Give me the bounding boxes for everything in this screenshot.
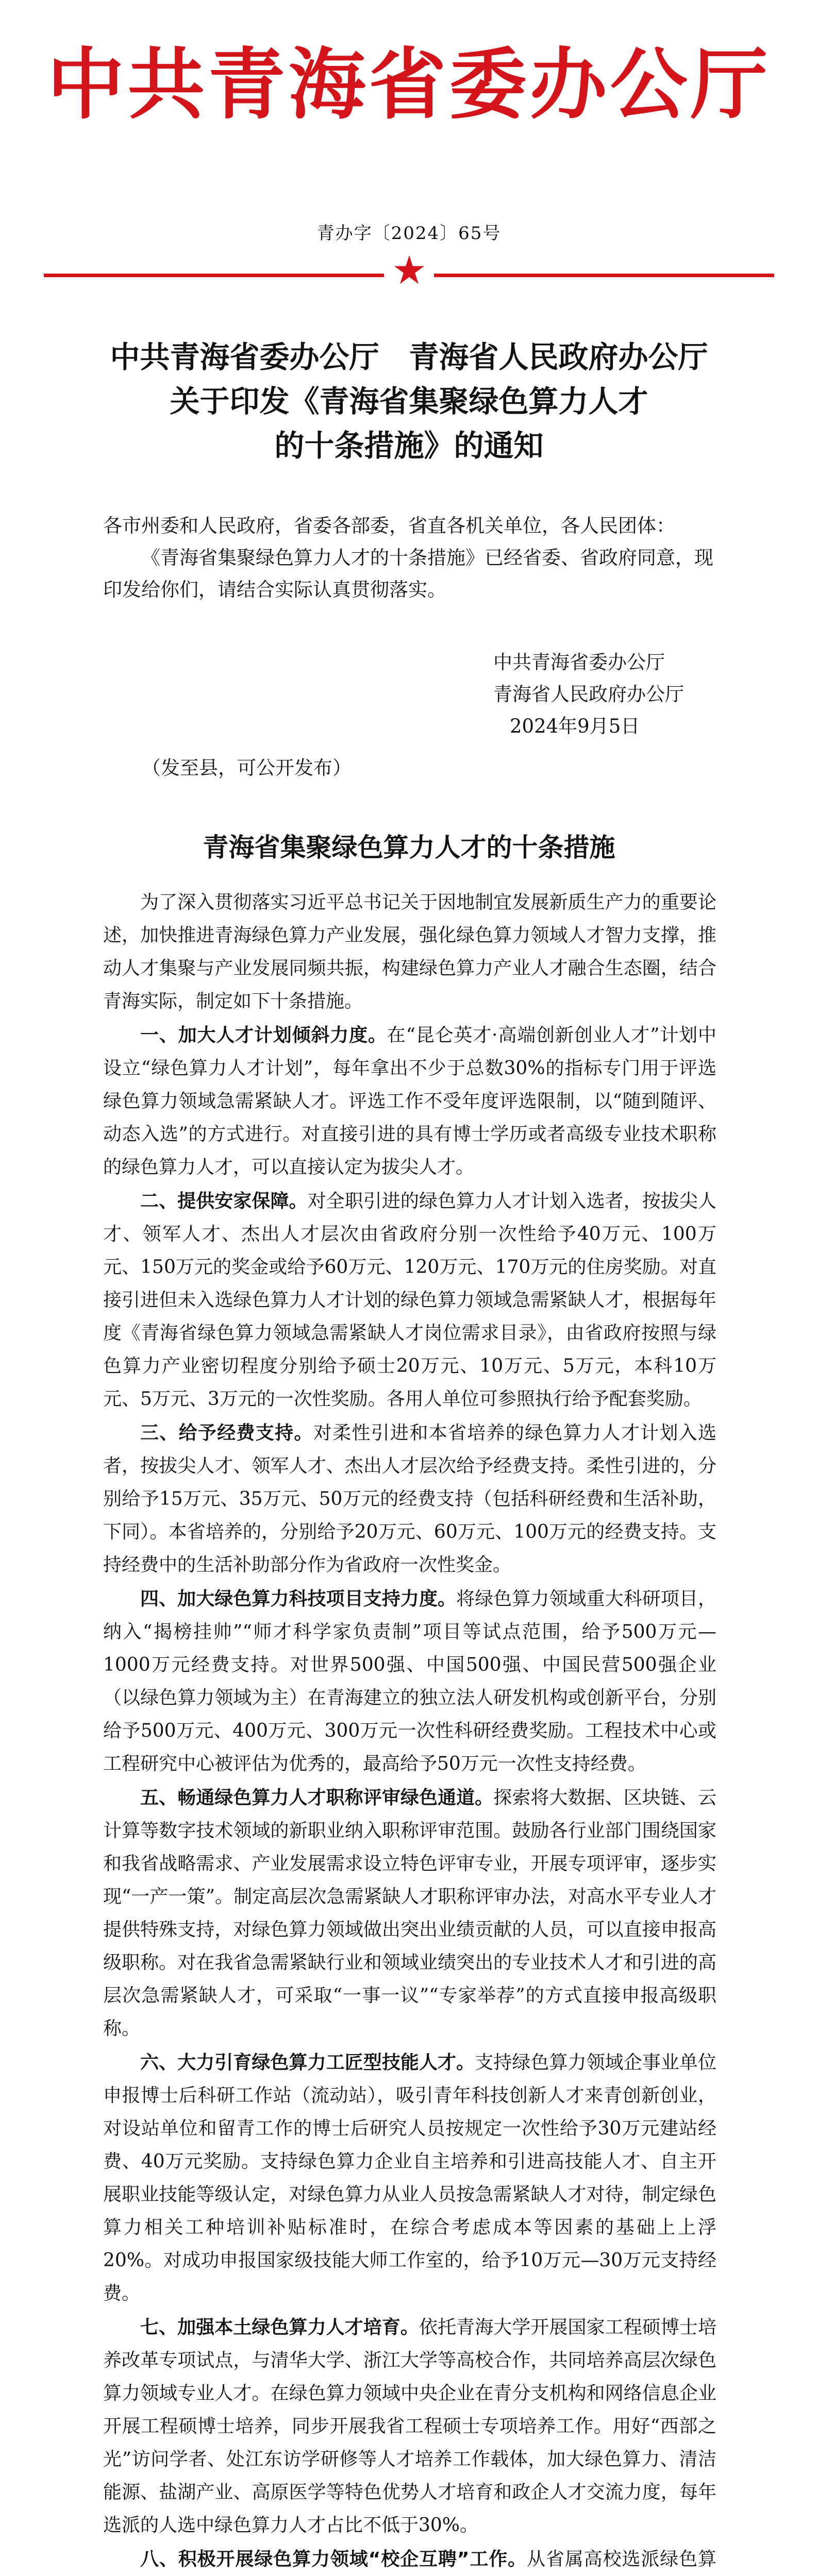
measure-paragraph — [103, 1185, 716, 1416]
measure-paragraph — [103, 2046, 716, 2310]
red-rule-left — [44, 274, 384, 277]
measure-paragraph — [103, 2543, 716, 2576]
measure-paragraph — [103, 1583, 716, 1781]
measure-paragraph — [103, 1417, 716, 1582]
signer: 中共青海省委办公厅 — [493, 651, 665, 673]
notice-title-line: 中共青海省委办公厅 青海省人民政府办公厅 — [110, 340, 708, 375]
notice-title — [0, 335, 818, 468]
sign-date: 2024年9月5日 — [510, 715, 640, 737]
red-separator — [44, 260, 774, 291]
signers — [493, 647, 684, 742]
measure-text: 从省属高校选派绿色算 — [526, 2549, 716, 2570]
measure-paragraph — [103, 2311, 716, 2542]
notice-title-line: 的十条措施》的通知 — [274, 428, 544, 463]
measures-title: 青海省集聚绿色算力人才的十条措施 — [203, 833, 615, 862]
measure-text: 对柔性引进和本省培养的绿色算力人才计划入选者，按拔尖人才、领军人才、杰出人才层次给予经费支持。柔性引进的，分别给予15万元、35万元、50万元的经费支持（包括科研经费和生活补助，下同）。本省培养的，分别给予20万元、60万元、100万元的经费支持。支持经费中的生活补助部分作为省政府一次性奖金。 — [103, 1422, 716, 1575]
preamble: 为了深入贯彻落实习近平总书记关于因地制宜发展新质生产力的重要论述，加快推进青海绿色算力产业发展，强化绿色算力领域人才智力支撑，推动人才集聚与产业发展同频共振，构建绿色算力产业人才融合生态圈，结合青海实际，制定如下十条措施。 — [103, 892, 716, 1012]
measure-text: 依托青海大学开展国家工程硕博士培养改革专项试点，与清华大学、浙江大学等高校合作，共同培养高层次绿色算力领域专业人才。在绿色算力领域中央企业在青分支机构和网络信息企业开展工程硕博士培养，同步开展我省工程硕士专项培养工作。用好“西部之光”访问学者、处江东访学研修等人才培养工作载体，加大绿色算力、清洁能源、盐湖产业、高原医学等特色优势人才培育和政企人才交流力度，每年选派的人选中绿色算力人才占比不低于30%。 — [103, 2317, 716, 2536]
measure-heading: 四、加大绿色算力科技项目支持力度。 — [140, 1588, 457, 1609]
signer: 青海省人民政府办公厅 — [493, 683, 684, 705]
measures-body — [103, 886, 716, 2576]
measure-text: 将绿色算力领域重大科研项目，纳入“揭榜挂帅”“师才科学家负责制”项目等试点范围，给予500万元—1000万元经费支持。对世界500强、中国500强、中国民营500强企业（以绿色算力领域为主）在青海建立的独立法人研发机构或创新平台，分别给予500万元、400万元、300万元一次性科研经费奖励。工程技术中心或工程研究中心被评估为优秀的，最高给予50万元一次性支持经费。 — [103, 1588, 716, 1774]
notice-body — [103, 510, 716, 606]
red-rule-right — [434, 274, 774, 277]
measure-heading: 一、加大人才计划倾斜力度。 — [140, 1025, 387, 1046]
measure-heading: 二、提供安家保障。 — [140, 1191, 308, 1212]
measure-text: 探索将大数据、区块链、云计算等数字技术领域的新职业纳入职称评审范围。鼓励各行业部门围绕国家和我省战略需求、产业发展需求设立特色评审专业，开展专项评审，逐步实现“一产一策”。制定高层次急需紧缺人才职称评审办法，对高水平专业人才提供特殊支持，对绿色算力领域做出突出业绩贡献的人员，可以直接申报高级职称。对在我省急需紧缺行业和领域业绩突出的专业技术人才和引进的高层次急需紧缺人才，可采取“一事一议”“专家举荐”的方式直接申报高级职称。 — [103, 1787, 716, 2039]
addressee: 各市州委和人民政府，省委各部委，省直各机关单位，各人民团体： — [103, 515, 675, 537]
measure-text: 在“昆仑英才·高端创新创业人才”计划中设立“绿色算力人才计划”，每年拿出不少于总数30%的指标专门用于评选绿色算力领域急需紧缺人才。评选工作不受年度评选限制，以“随到随评、动态入选”的方式进行。对直接引进的具有博士学历或者高级专业技术职称的绿色算力人才，可以直接认定为拔尖人才。 — [103, 1025, 716, 1178]
measure-heading: 八、积极开展绿色算力领域“校企互聘”工作。 — [140, 2549, 527, 2570]
publish-note: （发至县，可公开发布） — [142, 757, 352, 779]
measure-paragraph — [103, 1782, 716, 2045]
measure-heading: 三、给予经费支持。 — [140, 1422, 313, 1444]
measure-heading: 六、大力引育绿色算力工匠型技能人才。 — [140, 2052, 475, 2073]
measure-paragraph — [103, 1019, 716, 1184]
star-icon — [393, 254, 425, 286]
masthead-title: 中共青海省委办公厅 — [47, 40, 771, 130]
measure-heading: 七、加强本土绿色算力人才培育。 — [140, 2317, 419, 2338]
measure-heading: 五、畅通绿色算力人才职称评审绿色通道。 — [140, 1787, 494, 1808]
measure-text: 支持绿色算力领域企事业单位申报博士后科研工作站（流动站），吸引青年科技创新人才来青创新创业，对设站单位和留青工作的博士后研究人员按规定一次性给予30万元建站经费、40万元奖励。支持绿色算力企业自主培养和引进高技能人才、自主开展职业技能等级认定，对绿色算力从业人员按急需紧缺人才对待，制定绿色算力相关工种培训补贴标准时，在综合考虑成本等因素的基础上上浮20%。对成功申报国家级技能大师工作室的，给予10万元—30万元支持经费。 — [103, 2052, 716, 2304]
notice-intro: 《青海省集聚绿色算力人才的十条措施》已经省委、省政府同意，现印发给你们，请结合实际认真贯彻落实。 — [103, 547, 713, 601]
notice-title-line: 关于印发《青海省集聚绿色算力人才 — [170, 384, 648, 419]
document-number: 青办字〔2024〕65号 — [316, 223, 502, 244]
measure-text: 对全职引进的绿色算力人才计划入选者，按拔尖人才、领军人才、杰出人才层次由省政府分别一次性给予40万元、100万元、150万元的奖金或给予60万元、120万元、170万元的住房奖励。对直接引进但未入选绿色算力人才计划的绿色算力领域急需紧缺人才，根据每年度《青海省绿色算力领域急需紧缺人才岗位需求目录》，由省政府按照与绿色算力产业密切程度分别给予硕士20万元、10万元、5万元，本科10万元、5万元、3万元的一次性奖励。各用人单位可参照执行给予配套奖励。 — [103, 1191, 716, 1410]
